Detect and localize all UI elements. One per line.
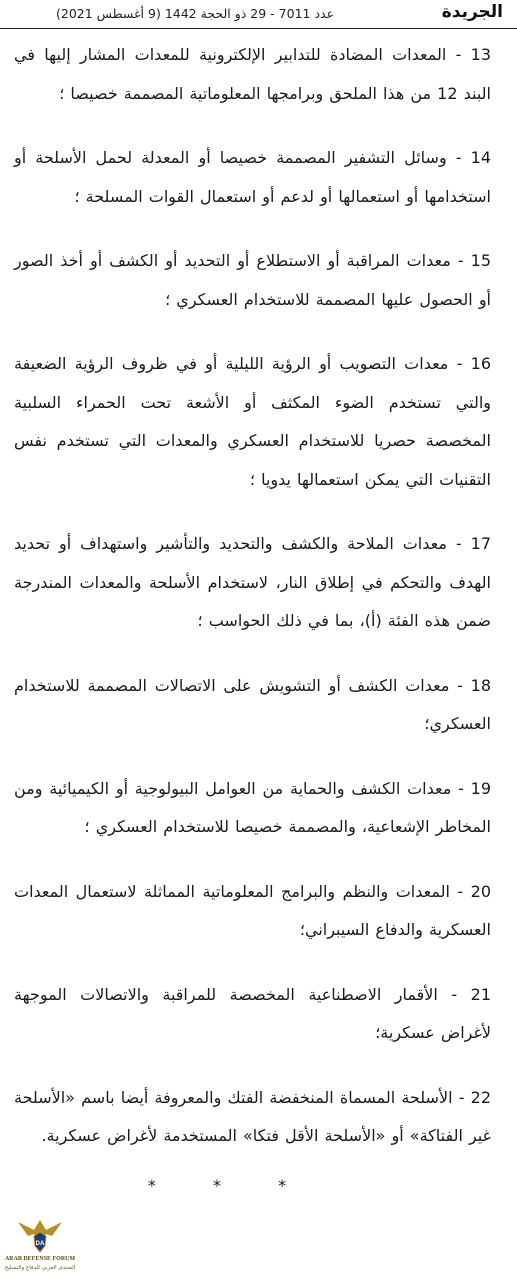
watermark-title: ARAB DEFENSE FORUM <box>4 1256 76 1262</box>
watermark-subtitle: المنتدى العربي للدفاع والتسليح <box>4 1265 76 1271</box>
list-item-17: 17 - معدات الملاحة والكشف والتحديد والتأشير واستهداف أو تحديد الهدف والتحكم في إطلاق النار، لاستخدام الأسلحة والمعدات المندرجة ضمن هذه الفئة (أ)، بما في ذلك الحواسب ؛ <box>14 534 491 630</box>
list-item-18: 18 - معدات الكشف أو التشويش على الاتصالات المصممة للاستخدام العسكري؛ <box>14 675 491 733</box>
list-item-15: 15 - معدات المراقبة أو الاستطلاع أو التحديد أو الكشف أو أخذ الصور أو الحصول عليها المصممة للاستخدام العسكري ؛ <box>14 251 491 309</box>
document-body <box>14 36 491 1182</box>
list-item-19: 19 - معدات الكشف والحماية من العوامل البيولوجية أو الكيميائية ومن المخاطر الإشعاعية، والمصممة خصيصا للاستخدام العسكري ؛ <box>14 778 491 836</box>
newspaper-name: الجريدة <box>441 2 503 22</box>
page-header <box>0 0 517 29</box>
svg-text:DA: DA <box>35 1241 45 1247</box>
list-item-16: 16 - معدات التصويب أو الرؤية الليلية أو في ظروف الرؤية الضعيفة والتي تستخدم الضوء المكثف أو الأشعة تحت الحمراء السلبية المخصصة حصريا للاستخدام العسكري والمعدات التي تستخدم نفس التقنيات التي يمكن استعمالها يدويا ؛ <box>14 354 491 489</box>
list-item-20: 20 - المعدات والنظم والبرامج المعلوماتية المماثلة لاستعمال المعدات العسكرية والدفاع السيبراني؛ <box>14 881 491 939</box>
list-item-13: 13 - المعدات المضادة للتدابير الإلكترونية للمعدات المشار إليها في البند 12 من هذا الملحق وبرامجها المعلوماتية المصممة خصيصا ؛ <box>14 45 491 103</box>
list-item-14: 14 - وسائل التشفير المصممة خصيصا أو المعدلة لحمل الأسلحة أو استخدامها أو استعمالها أو لدعم أو استعمال القوات المسلحة ؛ <box>14 148 491 206</box>
list-item-21: 21 - الأقمار الاصطناعية المخصصة للمراقبة والاتصالات الموجهة لأغراض عسكرية؛ <box>14 984 491 1042</box>
list-item-22: 22 - الأسلحة المسماة المنخفضة الفتك والمعروفة أيضا باسم «الأسلحة غير الفتاكة» أو «الأسلحة الأقل فتكا» المستخدمة لأغراض عسكرية. <box>14 1087 491 1145</box>
watermark-logo <box>2 1212 78 1280</box>
issue-info: عدد 7011 - 29 ذو الحجة 1442 (9 أغسطس 2021) <box>56 6 335 21</box>
section-separator: * * * <box>147 1176 313 1195</box>
eagle-emblem-icon <box>16 1212 64 1256</box>
